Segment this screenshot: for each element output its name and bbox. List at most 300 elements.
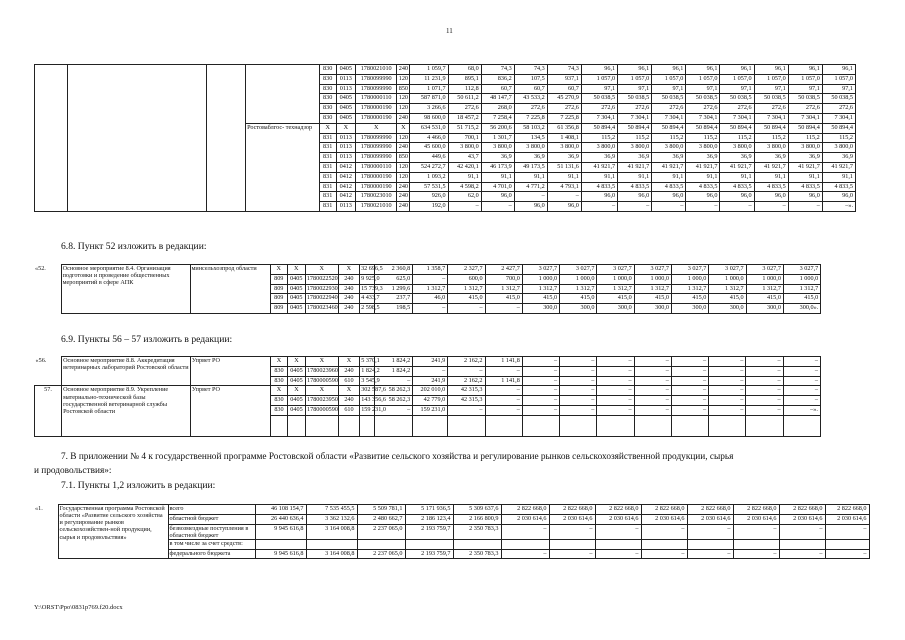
organization-cell: минсельхозпрод области [190, 265, 270, 314]
value-cell: 91,1 [822, 172, 855, 182]
item-number: «52. [35, 264, 46, 272]
code-cell: 0412 [336, 192, 355, 202]
value-cell: 415,0 [485, 294, 522, 304]
value-cell: 115,2 [581, 133, 617, 143]
value-cell: 3 800,0 [686, 143, 720, 153]
value-cell: –». [822, 202, 855, 212]
value-cell: – [686, 202, 720, 212]
value-cell: 1 000,0 [634, 274, 671, 284]
value-cell: 115,2 [788, 133, 822, 143]
value-cell: 41 921,7 [720, 162, 754, 172]
value-cell: – [374, 376, 412, 386]
value-cell: 7 304,1 [720, 113, 754, 123]
value-cell: – [485, 304, 522, 314]
value-cell: – [560, 396, 597, 406]
code-cell: 610 [338, 405, 359, 415]
value-cell: 1 301,7 [481, 133, 514, 143]
value-cell [453, 539, 501, 549]
value-cell: 4 833,5 [754, 182, 788, 192]
value-cell: 1 141,8 [485, 357, 522, 367]
value-cell: 1 312,7 [672, 284, 709, 294]
value-cell: 36,9 [788, 153, 822, 163]
code-cell: 240 [397, 192, 410, 202]
value-cell: – [754, 202, 788, 212]
paragraph-7-1: 7.1. Пункты 1,2 изложить в редакции: [61, 480, 216, 491]
value-cell: 1 057,0 [788, 74, 822, 84]
value-cell: 96,0 [788, 192, 822, 202]
code-cell: 1780021010 [355, 65, 397, 75]
code-cell: 830 [319, 65, 336, 75]
paragraph-7-line2: и продовольствия»: [34, 466, 112, 476]
funding-source-label: в том числе за счет средств: [168, 539, 255, 549]
value-cell: 3 027,7 [709, 265, 746, 275]
code-cell: 1780023460 [305, 304, 338, 314]
value-cell: 1 312,7 [709, 284, 746, 294]
value-cell: 415,0 [634, 294, 671, 304]
table-row [35, 357, 856, 367]
code-cell: 120 [397, 74, 410, 84]
value-cell: 96,0 [822, 192, 855, 202]
code-cell: 1780099990 [355, 84, 397, 94]
value-cell: 415,0 [597, 294, 634, 304]
table-row [34, 505, 869, 515]
code-cell: 809 [270, 274, 287, 284]
value-cell: 50 894,4 [652, 123, 686, 133]
value-cell: 9 945 616,8 [255, 549, 306, 559]
value-cell: 91,1 [547, 172, 581, 182]
funding-source-label: всего [168, 505, 255, 515]
value-cell: 1 057,0 [581, 74, 617, 84]
code-cell: 1780022930 [305, 284, 338, 294]
value-cell: 7 535 455,5 [306, 505, 357, 515]
value-cell: 91,1 [514, 172, 547, 182]
value-cell: 700,1 [448, 133, 481, 143]
value-cell: 7 304,1 [618, 113, 652, 123]
value-cell: 2 822 668,0 [501, 505, 549, 515]
value-cell: 3 800,0 [581, 143, 617, 153]
empty-cell [671, 415, 708, 436]
value-cell: 3 800,0 [822, 143, 855, 153]
value-cell: 74,3 [547, 65, 581, 75]
value-cell: 96,0 [720, 192, 754, 202]
empty-cell [68, 65, 207, 212]
value-cell: 50 038,5 [754, 94, 788, 104]
value-cell: 2 237 065,0 [357, 524, 405, 539]
code-cell: 1780099990 [355, 133, 397, 143]
value-cell: – [746, 405, 783, 415]
value-cell: 50 894,4 [618, 123, 652, 133]
code-cell: 830 [271, 405, 288, 415]
funding-source-label: безвозмездные поступления в областной бюджет [168, 524, 255, 539]
value-cell: – [595, 549, 641, 559]
code-cell: X [338, 357, 359, 367]
value-cell: 415,0 [560, 294, 597, 304]
value-cell: 97,1 [788, 84, 822, 94]
value-cell: 2 427,7 [485, 265, 522, 275]
paragraph-7-line1: 7. В приложении № 4 к государственной программе Ростовской области «Развитие сельского хозяйства и регулирование рынков сельскохозяйственной продукции, сырья [61, 452, 734, 462]
value-cell: – [522, 357, 559, 367]
code-cell: X [306, 386, 339, 396]
value-cell: 60,7 [547, 84, 581, 94]
value-cell [501, 539, 549, 549]
code-cell: X [305, 265, 338, 275]
value-cell: – [560, 357, 597, 367]
funding-source-label: областной бюджет [168, 514, 255, 524]
page-number: 11 [446, 27, 453, 35]
value-cell: 2 193 759,7 [405, 549, 453, 559]
code-cell: 809 [270, 304, 287, 314]
value-cell: 4 433,7 [360, 294, 375, 304]
value-cell: – [671, 405, 708, 415]
value-cell [595, 539, 641, 549]
code-cell: 1780000190 [355, 113, 397, 123]
code-cell: X [287, 386, 305, 396]
empty-cell [360, 415, 375, 436]
empty-cell [597, 415, 634, 436]
value-cell: 7 304,1 [822, 113, 855, 123]
value-cell: 1 000,0 [597, 274, 634, 284]
value-cell: – [634, 376, 671, 386]
code-cell: 1780000110 [355, 162, 397, 172]
value-cell: 3 266,6 [410, 104, 448, 114]
organization-cell: Упрвет РО [190, 386, 270, 436]
value-cell: 96,1 [581, 65, 617, 75]
value-cell: 45 600,0 [410, 143, 448, 153]
value-cell: 41 921,7 [652, 162, 686, 172]
value-cell: 41 921,7 [754, 162, 788, 172]
empty-cell [485, 415, 522, 436]
value-cell: 115,2 [822, 133, 855, 143]
value-cell: 159 231,0 [413, 405, 448, 415]
value-cell: 2 030 614,6 [687, 514, 733, 524]
table-row [34, 265, 856, 275]
code-cell: 1780099990 [355, 74, 397, 84]
value-cell: 1 000,0 [709, 274, 746, 284]
value-cell: – [746, 386, 783, 396]
value-cell: 43,7 [448, 153, 481, 163]
value-cell: 5 370,1 [360, 357, 375, 367]
value-cell: 7 304,1 [581, 113, 617, 123]
value-cell: 3 027,7 [783, 265, 820, 275]
code-cell: 1780022940 [305, 294, 338, 304]
value-cell: 62,0 [448, 192, 481, 202]
code-cell: 1780099990 [355, 153, 397, 163]
value-cell: 115,2 [618, 133, 652, 143]
value-cell: – [671, 386, 708, 396]
code-cell: 240 [338, 396, 359, 406]
value-cell: 2 822 668,0 [733, 505, 779, 515]
value-cell: –». [783, 405, 820, 415]
value-cell: 3 800,0 [754, 143, 788, 153]
value-cell [825, 539, 869, 549]
code-cell: 0113 [336, 74, 355, 84]
value-cell: 32 696,5 [360, 265, 375, 275]
value-cell: 36,9 [547, 153, 581, 163]
value-cell: – [779, 549, 825, 559]
value-cell: – [671, 376, 708, 386]
value-cell: – [413, 366, 448, 376]
code-cell: X [287, 357, 305, 367]
value-cell: 50 894,4 [788, 123, 822, 133]
table-section-8-continued [34, 64, 856, 212]
code-cell: 0405 [336, 104, 355, 114]
value-cell: 45 270,9 [547, 94, 581, 104]
value-cell: 36,9 [686, 153, 720, 163]
value-cell: 300,0 [634, 304, 671, 314]
value-cell: 4 833,5 [652, 182, 686, 192]
value-cell: 2 193 759,7 [405, 524, 453, 539]
value-cell: – [501, 549, 549, 559]
value-cell: 415,0 [746, 294, 783, 304]
value-cell: – [783, 386, 820, 396]
value-cell: 1 824,2 [360, 366, 375, 376]
value-cell: 926,0 [410, 192, 448, 202]
table-row [35, 386, 856, 396]
value-cell: 96,0 [618, 192, 652, 202]
code-cell: X [397, 123, 410, 133]
code-cell: 0405 [287, 274, 305, 284]
item-number: «1. [35, 504, 43, 512]
empty-cell [413, 415, 448, 436]
value-cell: 272,6 [822, 104, 855, 114]
value-cell: – [597, 357, 634, 367]
code-cell: 1780000590 [306, 405, 339, 415]
empty-cell [746, 415, 783, 436]
value-cell: 2 822 668,0 [825, 505, 869, 515]
code-cell: 0405 [287, 405, 305, 415]
value-cell: – [733, 549, 779, 559]
value-cell: 143 356,6 [360, 396, 375, 406]
code-cell: 120 [397, 172, 410, 182]
empty-cell [448, 415, 485, 436]
value-cell: 41 921,7 [581, 162, 617, 172]
value-cell: 50 894,4 [686, 123, 720, 133]
value-cell: 1 312,7 [448, 284, 485, 294]
value-cell: – [597, 396, 634, 406]
value-cell: 415,0 [522, 294, 559, 304]
value-cell: 96,0 [581, 192, 617, 202]
code-cell: 240 [338, 304, 359, 314]
value-cell: 91,1 [581, 172, 617, 182]
value-cell: 96,1 [788, 65, 822, 75]
value-cell: 302 587,6 [360, 386, 375, 396]
value-cell: 56 200,6 [481, 123, 514, 133]
value-cell: 272,6 [618, 104, 652, 114]
code-cell: 0412 [336, 182, 355, 192]
code-cell: 0405 [336, 113, 355, 123]
value-cell: 2 030 614,6 [779, 514, 825, 524]
value-cell: 587 871,0 [410, 94, 448, 104]
value-cell: – [522, 386, 559, 396]
value-cell: 2 162,2 [448, 376, 485, 386]
value-cell: 2 162,2 [448, 357, 485, 367]
value-cell: 3 027,7 [746, 265, 783, 275]
value-cell: 2 480 662,7 [357, 514, 405, 524]
value-cell: – [709, 396, 746, 406]
code-cell: 809 [270, 284, 287, 294]
value-cell: 68,0 [448, 65, 481, 75]
value-cell: 241,9 [413, 357, 448, 367]
value-cell: 2 350 783,3 [453, 549, 501, 559]
value-cell: – [783, 366, 820, 376]
code-cell: 240 [397, 202, 410, 212]
value-cell: 1 358,7 [413, 265, 448, 275]
value-cell: – [481, 202, 514, 212]
value-cell [255, 539, 306, 549]
value-cell: 97,1 [720, 84, 754, 94]
value-cell: 50 038,5 [652, 94, 686, 104]
code-cell: 809 [270, 294, 287, 304]
code-cell: 120 [397, 162, 410, 172]
value-cell: 895,1 [448, 74, 481, 84]
value-cell: 4 833,5 [822, 182, 855, 192]
value-cell: – [709, 376, 746, 386]
value-cell: 2 822 668,0 [641, 505, 687, 515]
item-name: Основное мероприятие 8.4. Организация подготовки и проведение общественных мероприятий в сфере АПК [61, 265, 190, 314]
value-cell: 2 030 614,6 [501, 514, 549, 524]
organization-cell: Упрвет РО [190, 357, 270, 386]
empty-cell [709, 415, 746, 436]
value-cell: – [634, 405, 671, 415]
value-cell: – [641, 524, 687, 539]
value-cell: 4 833,5 [581, 182, 617, 192]
code-cell: 830 [271, 396, 288, 406]
code-cell: 240 [338, 294, 359, 304]
value-cell: 1 824,2 [374, 366, 412, 376]
value-cell: 97,1 [754, 84, 788, 94]
value-cell: 50 038,5 [788, 94, 822, 104]
code-cell: 120 [397, 94, 410, 104]
value-cell: – [788, 202, 822, 212]
value-cell: – [597, 366, 634, 376]
value-cell: 2 360,8 [374, 265, 412, 275]
value-cell: 98 600,0 [410, 113, 448, 123]
value-cell: 5 171 936,5 [405, 505, 453, 515]
value-cell: 1 000,0 [746, 274, 783, 284]
code-cell: 831 [319, 153, 336, 163]
value-cell: 96,0 [514, 202, 547, 212]
item-name: Основное мероприятие 8.9. Укрепление материально-технической базы государственной ветеринарной службы Ростовской области [62, 386, 191, 436]
code-cell: 0113 [336, 133, 355, 143]
value-cell: 5 509 781,1 [357, 505, 405, 515]
value-cell: 2 030 614,6 [733, 514, 779, 524]
value-cell: – [514, 192, 547, 202]
value-cell: – [595, 524, 641, 539]
code-cell: 830 [319, 104, 336, 114]
value-cell: – [634, 366, 671, 376]
value-cell: 159 231,0 [360, 405, 375, 415]
value-cell: – [597, 386, 634, 396]
value-cell: – [581, 202, 617, 212]
value-cell: 2 030 614,6 [549, 514, 595, 524]
value-cell: – [733, 524, 779, 539]
value-cell: 50 038,5 [822, 94, 855, 104]
code-cell: 0405 [287, 304, 305, 314]
value-cell [779, 539, 825, 549]
value-cell: 74,3 [481, 65, 514, 75]
value-cell: 272,6 [788, 104, 822, 114]
code-cell: 1780023960 [306, 366, 339, 376]
code-cell: 1780021010 [355, 202, 397, 212]
value-cell: – [522, 396, 559, 406]
value-cell: 2 598,5 [360, 304, 375, 314]
code-cell: 240 [338, 274, 359, 284]
value-cell: 300,0 [709, 304, 746, 314]
value-cell: 4 771,2 [514, 182, 547, 192]
value-cell: 600,0 [448, 274, 485, 284]
value-cell: 2 166 800,9 [453, 514, 501, 524]
value-cell: 1 824,2 [374, 357, 412, 367]
value-cell: 2 327,7 [448, 265, 485, 275]
value-cell: 18 457,2 [448, 113, 481, 123]
value-cell: 524 272,7 [410, 162, 448, 172]
value-cell: 272,6 [581, 104, 617, 114]
value-cell: 4 833,5 [618, 182, 652, 192]
value-cell: – [709, 366, 746, 376]
code-cell: X [355, 123, 397, 133]
value-cell: 96,0 [547, 202, 581, 212]
value-cell: 4 793,1 [547, 182, 581, 192]
code-cell: 830 [271, 366, 288, 376]
value-cell: – [671, 396, 708, 406]
value-cell: 300,0 [746, 304, 783, 314]
value-cell: 91,1 [788, 172, 822, 182]
value-cell: – [652, 202, 686, 212]
code-cell: 1780023950 [306, 396, 339, 406]
value-cell: 1 000,0 [560, 274, 597, 284]
value-cell: 96,0 [652, 192, 686, 202]
value-cell: – [641, 549, 687, 559]
value-cell: 50 038,5 [581, 94, 617, 104]
code-cell: 0412 [336, 162, 355, 172]
value-cell: 15 739,3 [360, 284, 375, 294]
value-cell: – [783, 376, 820, 386]
value-cell: 1 312,7 [783, 284, 820, 294]
value-cell: – [560, 386, 597, 396]
value-cell: – [671, 366, 708, 376]
value-cell: – [448, 304, 485, 314]
value-cell: 115,2 [686, 133, 720, 143]
value-cell: – [783, 357, 820, 367]
value-cell: 272,6 [754, 104, 788, 114]
value-cell: 26 440 636,4 [255, 514, 306, 524]
value-cell: – [597, 405, 634, 415]
value-cell: 36,9 [581, 153, 617, 163]
value-cell: 97,1 [618, 84, 652, 94]
item-name: Основное мероприятие 8.8. Аккредитация ветеринарных лабораторий Ростовской области [62, 357, 191, 386]
value-cell: 7 225,8 [514, 113, 547, 123]
value-cell: – [485, 405, 522, 415]
item-number: «56. [35, 356, 47, 364]
value-cell: – [746, 396, 783, 406]
value-cell: – [597, 376, 634, 386]
value-cell: 112,8 [448, 84, 481, 94]
value-cell: 36,9 [754, 153, 788, 163]
value-cell: 91,1 [618, 172, 652, 182]
code-cell: 0412 [336, 172, 355, 182]
value-cell: 415,0 [448, 294, 485, 304]
value-cell: 48 147,7 [481, 94, 514, 104]
empty-cell [306, 415, 339, 436]
value-cell: – [783, 396, 820, 406]
value-cell: – [549, 549, 595, 559]
value-cell: 272,6 [720, 104, 754, 114]
value-cell: 237,7 [374, 294, 412, 304]
value-cell: 50 038,5 [720, 94, 754, 104]
table-items-56-57 [34, 356, 856, 437]
value-cell: 1 057,0 [618, 74, 652, 84]
value-cell: 115,2 [754, 133, 788, 143]
